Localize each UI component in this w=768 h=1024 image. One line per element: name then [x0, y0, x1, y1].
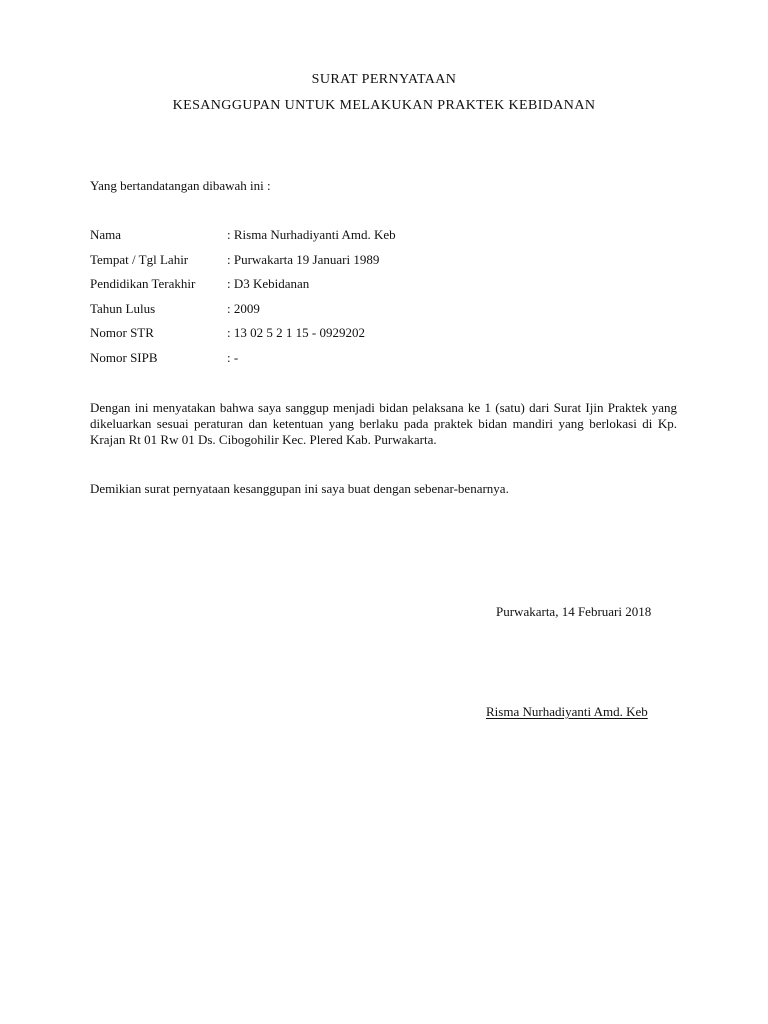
field-label: Pendidikan Terakhir [90, 276, 196, 291]
closing-text: Demikian surat pernyataan kesanggupan ini saya buat dengan sebenar-benarnya. [90, 481, 509, 496]
field-row-pendidikan-terakhir [90, 276, 590, 294]
intro-text: Yang bertandatangan dibawah ini : [90, 178, 271, 193]
field-label: Tahun Lulus [90, 301, 156, 316]
field-value: : 13 02 5 2 1 15 - 0929202 [227, 325, 365, 340]
statement-paragraph: Dengan ini menyatakan bahwa saya sanggup menjadi bidan pelaksana ke 1 (satu) dari Surat Ijin Praktek yang dikeluarkan sesuai peraturan dan ketentuan yang berlaku pada praktek bidan mandiri yang berlokasi di Kp. Krajan Rt 01 Rw 01 Ds. Cibogohilir Kec. Plered Kab. Purwakarta. [90, 400, 677, 447]
field-label: Nomor STR [90, 325, 154, 340]
field-label: Nomor SIPB [90, 350, 158, 365]
place-date: Purwakarta, 14 Februari 2018 [496, 604, 652, 619]
signatory-name: Risma Nurhadiyanti Amd. Keb [486, 704, 648, 719]
field-row-nama [90, 227, 590, 245]
field-value: : 2009 [227, 301, 260, 316]
field-label: Nama [90, 227, 122, 242]
field-value: : Purwakarta 19 Januari 1989 [227, 252, 380, 267]
field-row-nomor-sipb [90, 350, 590, 368]
field-row-nomor-str [90, 325, 590, 343]
field-value: : D3 Kebidanan [227, 276, 310, 291]
document-subtitle: KESANGGUPAN UNTUK MELAKUKAN PRAKTEK KEBIDANAN [172, 98, 596, 113]
document-title: SURAT PERNYATAAN [311, 72, 457, 87]
field-row-tahun-lulus [90, 301, 590, 319]
field-value: : Risma Nurhadiyanti Amd. Keb [227, 227, 396, 242]
field-label: Tempat / Tgl Lahir [90, 252, 189, 267]
field-row-tempat-tgl-lahir [90, 252, 590, 270]
field-value: : - [227, 350, 239, 365]
